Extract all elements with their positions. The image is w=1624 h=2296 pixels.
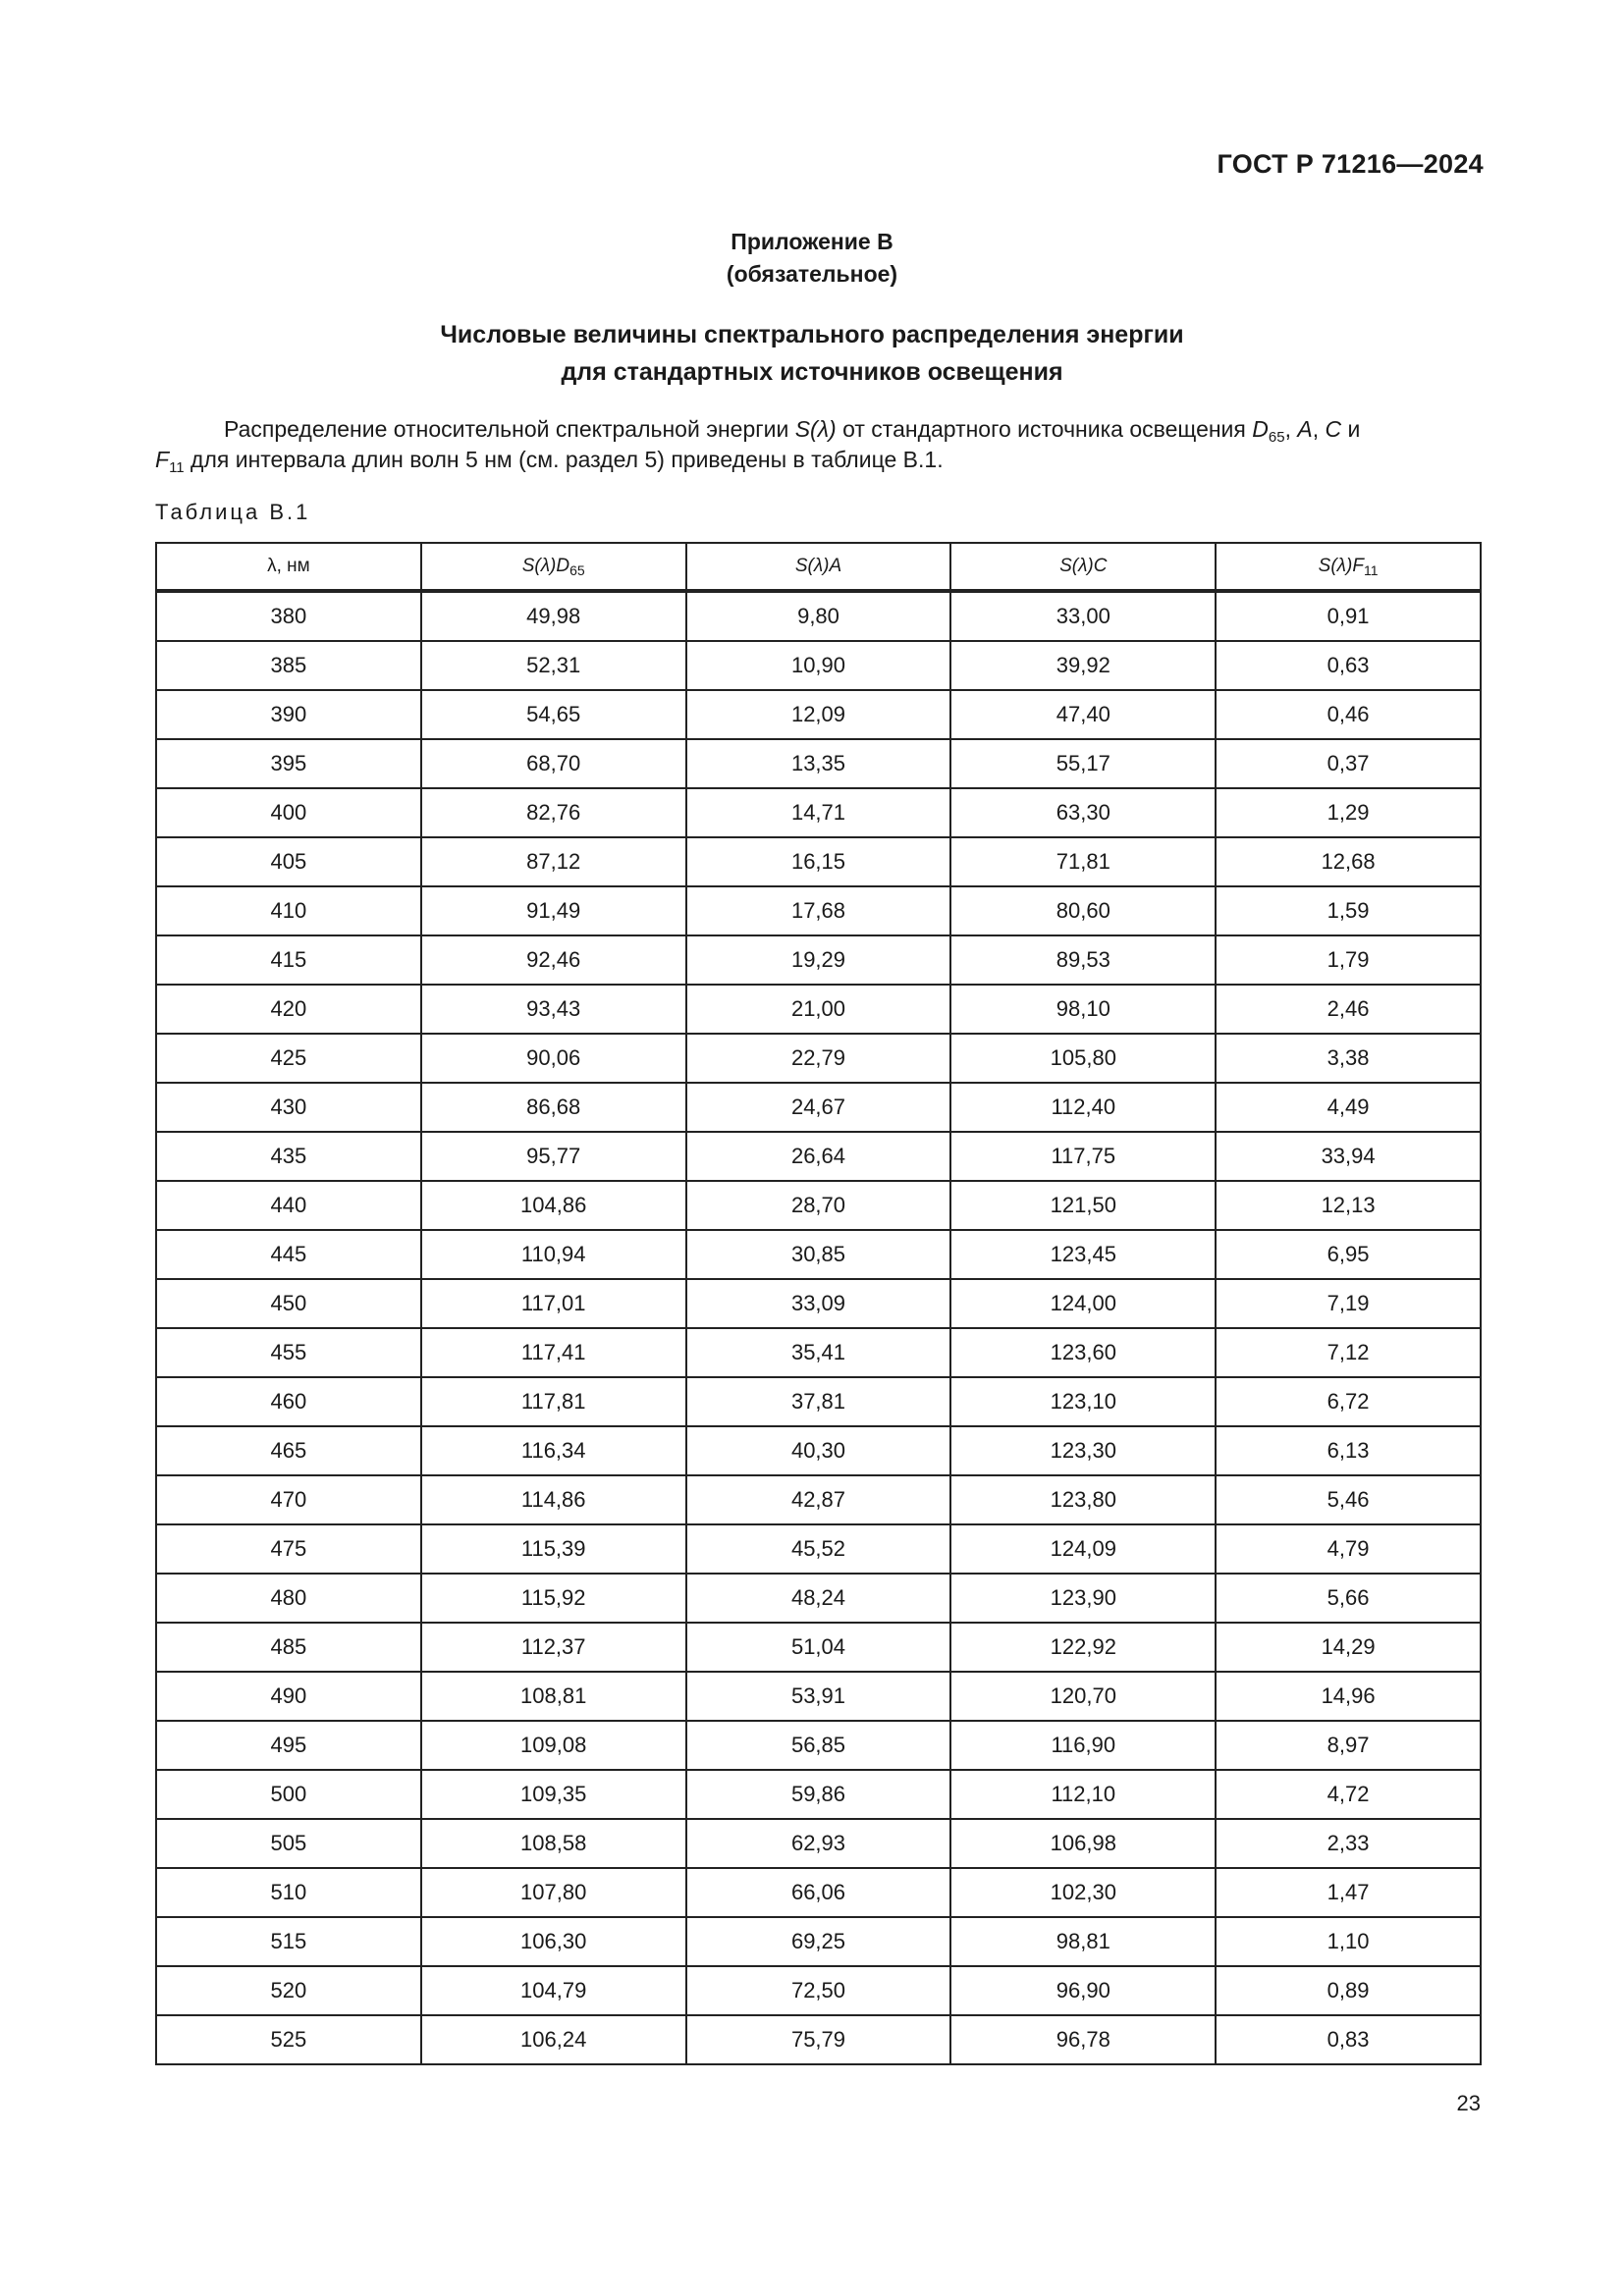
table-row xyxy=(156,1230,1481,1279)
cell-wavelength: 420 xyxy=(156,985,421,1034)
header-c: S(λ)C xyxy=(950,543,1216,591)
cell-a: 51,04 xyxy=(686,1623,951,1672)
cell-wavelength: 515 xyxy=(156,1917,421,1966)
cell-f11: 6,72 xyxy=(1216,1377,1481,1426)
table-row xyxy=(156,1279,1481,1328)
cell-c: 80,60 xyxy=(950,886,1216,935)
cell-f11: 0,89 xyxy=(1216,1966,1481,2015)
cell-f11: 14,29 xyxy=(1216,1623,1481,1672)
cell-a: 48,24 xyxy=(686,1574,951,1623)
header-wavelength: λ, нм xyxy=(156,543,421,591)
table-row xyxy=(156,739,1481,788)
cell-a: 35,41 xyxy=(686,1328,951,1377)
cell-wavelength: 390 xyxy=(156,690,421,739)
cell-c: 96,78 xyxy=(950,2015,1216,2064)
cell-wavelength: 505 xyxy=(156,1819,421,1868)
cell-c: 124,00 xyxy=(950,1279,1216,1328)
cell-d65: 93,43 xyxy=(421,985,686,1034)
cell-c: 123,45 xyxy=(950,1230,1216,1279)
cell-f11: 2,46 xyxy=(1216,985,1481,1034)
cell-f11: 6,95 xyxy=(1216,1230,1481,1279)
cell-f11: 2,33 xyxy=(1216,1819,1481,1868)
cell-d65: 87,12 xyxy=(421,837,686,886)
cell-d65: 54,65 xyxy=(421,690,686,739)
cell-d65: 95,77 xyxy=(421,1132,686,1181)
table-row xyxy=(156,837,1481,886)
cell-f11: 0,83 xyxy=(1216,2015,1481,2064)
cell-wavelength: 445 xyxy=(156,1230,421,1279)
cell-wavelength: 415 xyxy=(156,935,421,985)
cell-a: 13,35 xyxy=(686,739,951,788)
cell-a: 30,85 xyxy=(686,1230,951,1279)
cell-f11: 3,38 xyxy=(1216,1034,1481,1083)
cell-a: 10,90 xyxy=(686,641,951,690)
table-row xyxy=(156,788,1481,837)
cell-wavelength: 405 xyxy=(156,837,421,886)
table-row xyxy=(156,1868,1481,1917)
cell-c: 123,60 xyxy=(950,1328,1216,1377)
cell-c: 89,53 xyxy=(950,935,1216,985)
table-row xyxy=(156,1966,1481,2015)
cell-wavelength: 485 xyxy=(156,1623,421,1672)
cell-c: 123,80 xyxy=(950,1475,1216,1524)
cell-wavelength: 480 xyxy=(156,1574,421,1623)
cell-a: 22,79 xyxy=(686,1034,951,1083)
cell-d65: 115,39 xyxy=(421,1524,686,1574)
cell-wavelength: 400 xyxy=(156,788,421,837)
table-caption: Таблица В.1 xyxy=(155,500,311,524)
cell-wavelength: 380 xyxy=(156,591,421,641)
cell-c: 39,92 xyxy=(950,641,1216,690)
cell-a: 62,93 xyxy=(686,1819,951,1868)
table-row xyxy=(156,1770,1481,1819)
cell-wavelength: 465 xyxy=(156,1426,421,1475)
cell-f11: 12,68 xyxy=(1216,837,1481,886)
page-number: 23 xyxy=(1456,2091,1481,2115)
table-row xyxy=(156,591,1481,641)
cell-c: 123,90 xyxy=(950,1574,1216,1623)
cell-d65: 90,06 xyxy=(421,1034,686,1083)
cell-c: 55,17 xyxy=(950,739,1216,788)
table-row xyxy=(156,641,1481,690)
cell-f11: 5,66 xyxy=(1216,1574,1481,1623)
cell-d65: 112,37 xyxy=(421,1623,686,1672)
cell-d65: 117,01 xyxy=(421,1279,686,1328)
intro-line-2: $F_{11}$ для интервала длин волн 5 нм (см. раздел 5) приведены в таблице В.1. xyxy=(155,447,944,476)
cell-wavelength: 455 xyxy=(156,1328,421,1377)
cell-wavelength: 385 xyxy=(156,641,421,690)
cell-f11: 0,91 xyxy=(1216,591,1481,641)
cell-a: 21,00 xyxy=(686,985,951,1034)
cell-c: 120,70 xyxy=(950,1672,1216,1721)
cell-a: 9,80 xyxy=(686,591,951,641)
cell-wavelength: 525 xyxy=(156,2015,421,2064)
cell-d65: 114,86 xyxy=(421,1475,686,1524)
cell-wavelength: 440 xyxy=(156,1181,421,1230)
table-row xyxy=(156,1034,1481,1083)
cell-a: 24,67 xyxy=(686,1083,951,1132)
annex-heading xyxy=(0,226,1624,291)
cell-c: 71,81 xyxy=(950,837,1216,886)
table-row xyxy=(156,1672,1481,1721)
cell-wavelength: 435 xyxy=(156,1132,421,1181)
cell-f11: 0,37 xyxy=(1216,739,1481,788)
cell-a: 72,50 xyxy=(686,1966,951,2015)
cell-d65: 106,24 xyxy=(421,2015,686,2064)
cell-d65: 106,30 xyxy=(421,1917,686,1966)
section-title xyxy=(0,316,1624,391)
cell-a: 53,91 xyxy=(686,1672,951,1721)
table-header-row xyxy=(156,543,1481,591)
cell-a: 56,85 xyxy=(686,1721,951,1770)
table-row xyxy=(156,1328,1481,1377)
cell-f11: 8,97 xyxy=(1216,1721,1481,1770)
cell-a: 17,68 xyxy=(686,886,951,935)
cell-a: 75,79 xyxy=(686,2015,951,2064)
cell-c: 124,09 xyxy=(950,1524,1216,1574)
intro-paragraph xyxy=(155,414,1481,475)
table-row xyxy=(156,690,1481,739)
cell-d65: 68,70 xyxy=(421,739,686,788)
cell-a: 14,71 xyxy=(686,788,951,837)
cell-c: 105,80 xyxy=(950,1034,1216,1083)
table-row xyxy=(156,1819,1481,1868)
cell-a: 16,15 xyxy=(686,837,951,886)
cell-d65: 107,80 xyxy=(421,1868,686,1917)
cell-d65: 104,79 xyxy=(421,1966,686,2015)
cell-f11: 1,29 xyxy=(1216,788,1481,837)
cell-wavelength: 490 xyxy=(156,1672,421,1721)
cell-a: 59,86 xyxy=(686,1770,951,1819)
table-row xyxy=(156,935,1481,985)
table-row xyxy=(156,2015,1481,2064)
header-d65: $S(\lambda)D_{65}$ xyxy=(421,543,686,591)
cell-f11: 0,63 xyxy=(1216,641,1481,690)
cell-d65: 109,08 xyxy=(421,1721,686,1770)
cell-d65: 49,98 xyxy=(421,591,686,641)
cell-d65: 115,92 xyxy=(421,1574,686,1623)
cell-wavelength: 460 xyxy=(156,1377,421,1426)
cell-d65: 117,81 xyxy=(421,1377,686,1426)
cell-c: 63,30 xyxy=(950,788,1216,837)
cell-d65: 108,81 xyxy=(421,1672,686,1721)
cell-wavelength: 450 xyxy=(156,1279,421,1328)
cell-c: 96,90 xyxy=(950,1966,1216,2015)
cell-a: 26,64 xyxy=(686,1132,951,1181)
section-title-line-1: Числовые величины спектрального распределения энергии xyxy=(440,321,1184,348)
cell-a: 42,87 xyxy=(686,1475,951,1524)
cell-d65: 82,76 xyxy=(421,788,686,837)
section-title-line-2: для стандартных источников освещения xyxy=(561,358,1063,386)
cell-d65: 104,86 xyxy=(421,1181,686,1230)
cell-c: 123,30 xyxy=(950,1426,1216,1475)
cell-wavelength: 430 xyxy=(156,1083,421,1132)
table-row xyxy=(156,1132,1481,1181)
cell-f11: 6,13 xyxy=(1216,1426,1481,1475)
cell-f11: 5,46 xyxy=(1216,1475,1481,1524)
cell-c: 121,50 xyxy=(950,1181,1216,1230)
cell-wavelength: 510 xyxy=(156,1868,421,1917)
f-symbol: F xyxy=(155,447,170,472)
cell-a: 40,30 xyxy=(686,1426,951,1475)
cell-a: 37,81 xyxy=(686,1377,951,1426)
table-body xyxy=(156,591,1481,2064)
cell-c: 98,10 xyxy=(950,985,1216,1034)
cell-wavelength: 500 xyxy=(156,1770,421,1819)
cell-wavelength: 425 xyxy=(156,1034,421,1083)
table-row xyxy=(156,1083,1481,1132)
cell-c: 122,92 xyxy=(950,1623,1216,1672)
cell-f11: 0,46 xyxy=(1216,690,1481,739)
table-row xyxy=(156,985,1481,1034)
cell-c: 47,40 xyxy=(950,690,1216,739)
cell-wavelength: 495 xyxy=(156,1721,421,1770)
cell-c: 117,75 xyxy=(950,1132,1216,1181)
cell-f11: 14,96 xyxy=(1216,1672,1481,1721)
intro-line-1: Распределение относительной спектральной энергии S(λ) от стандартного источника освещения $D_{65}$, A, C и xyxy=(224,416,1361,446)
table-row xyxy=(156,1574,1481,1623)
cell-f11: 1,10 xyxy=(1216,1917,1481,1966)
cell-c: 33,00 xyxy=(950,591,1216,641)
cell-c: 123,10 xyxy=(950,1377,1216,1426)
cell-wavelength: 410 xyxy=(156,886,421,935)
cell-f11: 7,19 xyxy=(1216,1279,1481,1328)
table-row xyxy=(156,1181,1481,1230)
cell-f11: 1,79 xyxy=(1216,935,1481,985)
cell-f11: 4,72 xyxy=(1216,1770,1481,1819)
table-row xyxy=(156,1426,1481,1475)
d-symbol: D xyxy=(1252,416,1269,442)
annex-title: Приложение В xyxy=(731,229,893,254)
cell-f11: 7,12 xyxy=(1216,1328,1481,1377)
cell-a: 19,29 xyxy=(686,935,951,985)
cell-c: 98,81 xyxy=(950,1917,1216,1966)
cell-wavelength: 470 xyxy=(156,1475,421,1524)
s-lambda-symbol: S(λ) xyxy=(794,416,837,442)
cell-c: 102,30 xyxy=(950,1868,1216,1917)
cell-d65: 109,35 xyxy=(421,1770,686,1819)
document-id: ГОСТ Р 71216—2024 xyxy=(1217,149,1484,179)
cell-c: 112,40 xyxy=(950,1083,1216,1132)
cell-d65: 52,31 xyxy=(421,641,686,690)
table-row xyxy=(156,1475,1481,1524)
cell-d65: 91,49 xyxy=(421,886,686,935)
cell-d65: 110,94 xyxy=(421,1230,686,1279)
a-symbol: A xyxy=(1297,416,1313,442)
cell-c: 116,90 xyxy=(950,1721,1216,1770)
cell-d65: 108,58 xyxy=(421,1819,686,1868)
cell-f11: 1,47 xyxy=(1216,1868,1481,1917)
cell-d65: 92,46 xyxy=(421,935,686,985)
annex-status: (обязательное) xyxy=(726,261,898,287)
header-f11: $S(\lambda)F_{11}$ xyxy=(1216,543,1481,591)
spectral-data-table xyxy=(155,542,1482,2065)
cell-a: 45,52 xyxy=(686,1524,951,1574)
cell-d65: 117,41 xyxy=(421,1328,686,1377)
cell-a: 12,09 xyxy=(686,690,951,739)
table-row xyxy=(156,886,1481,935)
table-row xyxy=(156,1721,1481,1770)
c-symbol: C xyxy=(1325,416,1342,442)
cell-f11: 33,94 xyxy=(1216,1132,1481,1181)
cell-c: 106,98 xyxy=(950,1819,1216,1868)
header-a: S(λ)A xyxy=(686,543,951,591)
cell-a: 66,06 xyxy=(686,1868,951,1917)
table-row xyxy=(156,1623,1481,1672)
cell-f11: 1,59 xyxy=(1216,886,1481,935)
cell-f11: 4,79 xyxy=(1216,1524,1481,1574)
cell-c: 112,10 xyxy=(950,1770,1216,1819)
cell-wavelength: 395 xyxy=(156,739,421,788)
cell-a: 28,70 xyxy=(686,1181,951,1230)
cell-wavelength: 520 xyxy=(156,1966,421,2015)
cell-f11: 4,49 xyxy=(1216,1083,1481,1132)
cell-d65: 116,34 xyxy=(421,1426,686,1475)
cell-a: 69,25 xyxy=(686,1917,951,1966)
table-row xyxy=(156,1524,1481,1574)
cell-d65: 86,68 xyxy=(421,1083,686,1132)
table-row xyxy=(156,1377,1481,1426)
cell-a: 33,09 xyxy=(686,1279,951,1328)
cell-f11: 12,13 xyxy=(1216,1181,1481,1230)
table-row xyxy=(156,1917,1481,1966)
cell-wavelength: 475 xyxy=(156,1524,421,1574)
